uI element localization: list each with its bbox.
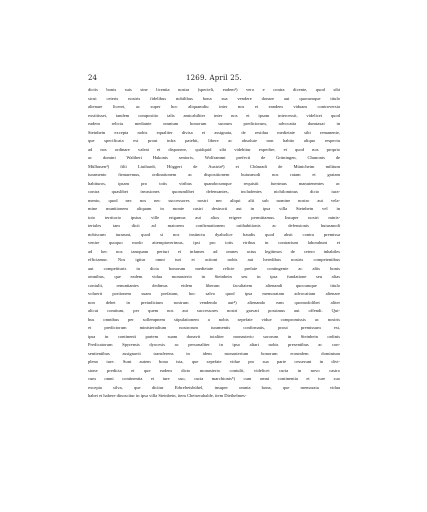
text-line: voluerit portionem suam prefatam, hoc salvo quod ipsa memoratam advocatiam alienare	[88, 291, 340, 296]
text-line: ad hec nos tamquam periuri et infames ad omnes actus legitimos de cetero inhabiles	[88, 248, 340, 254]
text-line: teriales iam dicti ad maiorem confirmationem ratihabitionis ac defensionis huiusmodi	[88, 223, 340, 228]
text-line: cum omni continentia et iure suo, curia marchionis⁵) cum omni continentia et iure suo	[88, 376, 340, 381]
text-line: habet et habere dinoscitur in ipsa villa Steinbein, item Cheiserahalde, item Diethelmes-	[88, 393, 247, 398]
text-line: dictis bonis suis sine licentia nostra (specieli, eadem¹) vero e contra dicente, quod sibi	[88, 87, 340, 92]
text-line: mento, quod nec nos nec successores nostri nec aliqui alii sub nomine nostro aut vela-	[88, 197, 340, 203]
text-line: que specificata est prout infra patebit, libere ac absolute non habito aliquo respectu	[88, 138, 340, 143]
text-line: nobiscum iurarunt, quod si nos instinctu dyabolice fraudis quod absit contra premissa	[88, 231, 340, 237]
page-number: 24	[88, 74, 97, 82]
text-line: efficiamur. Nos igitur omni iuri et actioni nobis aut heredibus nostris competentibus	[88, 257, 340, 262]
text-line: ac domini Waltheri Hakonis senioris, Wolframmi prefecti de Grüningen, Chunonis de	[88, 155, 340, 160]
text-line: ad nos ordinare valeat et disponere, quidquid sibi videbitur expedire, et quod nos proprio	[88, 146, 340, 152]
text-line: toto territorio ipsius ville erigamus aut alios erigere permittamus. Insuper nostri minis-	[88, 214, 340, 220]
text-line: non debet in preiudicium nostrum vendendo aut⁴) alienando eam quomodolibet aliter	[88, 299, 340, 305]
text-line: Predicatorum Spyrensis dyocesis ac personaliter in ipso altari nobis presentibus ac con-	[88, 342, 340, 347]
text-line: sione predicta et que eadem dicto monasterio contulit, videlicet curia in novo castro	[88, 367, 340, 373]
text-line: excepta silva, que dicitur Erbreheisbühel, insuper omnia bona, que memorata vidua	[88, 384, 340, 390]
running-head	[88, 73, 340, 83]
text-line: alienare liceret, ac super hoc aliquamdiu inter nos et eandem viduam controversia	[88, 104, 340, 109]
text-line: pleno iure. Sunt autem bona ista, que sepefate vidue pro sua parte cesserunt in divi-	[88, 359, 340, 364]
text-line: exstitisset, tandem compositio talis amicabiliter inter nos et ipsam intercessit, videlicet quod	[88, 112, 340, 118]
text-line: Mülhusen²) filii Liuthardi, Höggeri de Austria³) et Chûnradi de Münicheim militum	[88, 163, 340, 169]
text-line: et predictorum ministerialium nostrorum iuramentis confirmatis, prout premissum est,	[88, 325, 340, 330]
text-line: aut competituris in dicta bonorum medietate relicte prefate contingente ac aliis bonis	[88, 265, 340, 271]
text-line: Steinbein excepta nobis equaliter divisa et assignata, de residua medietate sibi remanente,	[88, 129, 340, 135]
text-line: habituros, ipsam pro totis viribus quandocumque requisiti fuerimus manutenentes ac	[88, 180, 340, 186]
text-line: omnibus, que eadem vidua monasterio in Steinbein seu in ipsa fundatione seu alias	[88, 274, 340, 279]
text-line: contulit, renuntiantes dedimus eidem liberam facultatem alienandi quocumque titulo	[88, 282, 340, 288]
header-date: 1269. April 25.	[186, 74, 242, 82]
text-line: mine munitionem aliquam in monte castri destructi aut in ipsa villa Steinbein vel in	[88, 206, 340, 211]
text-line: venire quoquo modo attemptaverimus, ipsi pro totis viribus in contrarium laborabunt et	[88, 240, 340, 245]
text-line: bus omnibus per sollempnem stipulationem a nobis sepefate vidue compromissis ac nostris	[88, 316, 340, 322]
text-line: eadem relicta mediante omnium bonorum suorum predictorum, advocatia dumtaxat in	[88, 121, 340, 126]
text-line: contra quaslibet invasiones quorumlibet defensantes, includentes nichilominus dicto iura-	[88, 189, 340, 194]
text-line: ipsa in continenti partem suam donavit totaliter monasterio sororum in Steinbein ordinis	[88, 333, 340, 339]
text-line: iuramento firmaremus, ordinationem ac dispositionem huiusmodi nos ratam et gratam	[88, 172, 340, 177]
body-text	[88, 86, 340, 401]
text-line: sicut ceteris nostris fidelibus nobilibus bona sua vendere donare aut quocumque titulo	[88, 95, 340, 101]
text-line: alicui comitum, per quem nos aut successores nostri gravari possimus aut offendi. Qui-	[88, 308, 340, 313]
text-line: sentientibus assignavit transferens in idem monasterium bonorum eorundem dominium	[88, 350, 340, 356]
